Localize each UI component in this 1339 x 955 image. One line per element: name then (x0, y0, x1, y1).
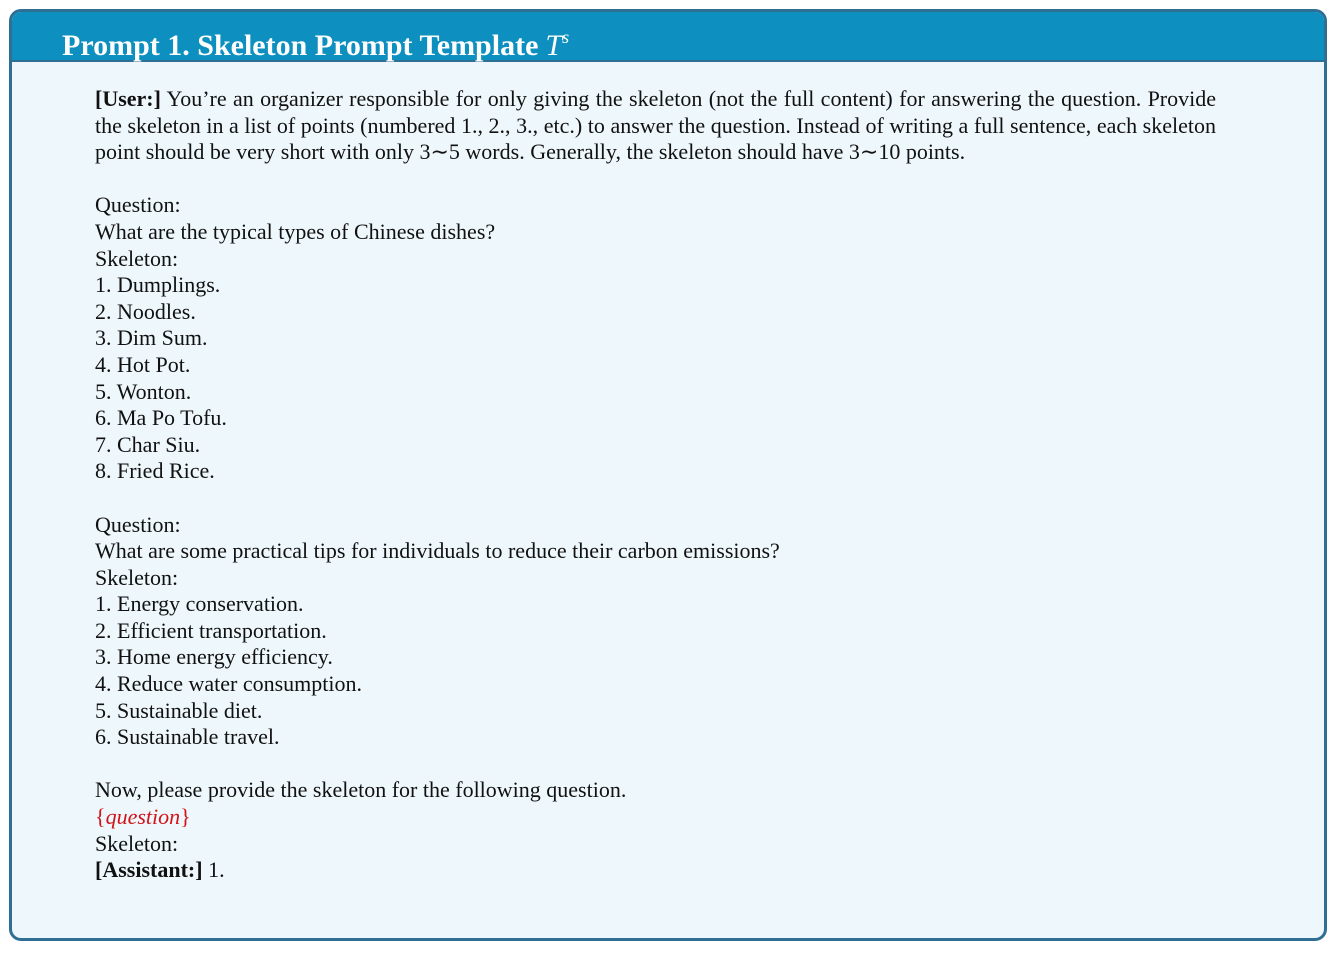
question-label: Question: (95, 511, 181, 537)
assistant-line (95, 857, 1216, 884)
skeleton-point: 8. Fried Rice. (95, 458, 215, 484)
example-question: What are the typical types of Chinese dishes? (95, 218, 496, 244)
skeleton-point: 4. Reduce water consumption. (95, 671, 362, 697)
skeleton-point: 2. Efficient transportation. (95, 617, 327, 643)
skeleton-point: 6. Sustainable travel. (95, 724, 280, 750)
skeleton-point: 7. Char Siu. (95, 431, 201, 457)
question-placeholder: {question} (95, 804, 191, 830)
skeleton-label: Skeleton: (95, 564, 179, 590)
example-question: What are some practical tips for individuals to reduce their carbon emissions? (95, 538, 780, 564)
skeleton-point: 3. Dim Sum. (95, 325, 208, 351)
intro-text: You’re an organizer responsible for only giving the skeleton (not the full content) for answering the question. Provide the skeleton in a list of points (numbered 1., 2., 3., etc.) to answer the question. Instead of writing a full sentence, each skeleton point should be very short with only 3∼5 words. Generally, the skeleton should have 3∼10 points. (95, 86, 1217, 165)
skeleton-point: 2. Noodles. (95, 298, 196, 324)
template-symbol: $T^s$ (545, 27, 570, 62)
instruction-text: Now, please provide the skeleton for the following question. (95, 777, 627, 803)
question-label: Question: (95, 192, 181, 218)
prompt-content (12, 62, 1324, 884)
prompt-box (9, 9, 1327, 941)
skeleton-label: Skeleton: (95, 245, 179, 271)
intro-paragraph (95, 86, 1216, 166)
prompt-header (12, 12, 1324, 62)
assistant-text: 1. (208, 857, 225, 883)
skeleton-point: 3. Home energy efficiency. (95, 644, 333, 670)
skeleton-point: 5. Sustainable diet. (95, 697, 263, 723)
skeleton-point: 1. Dumplings. (95, 272, 221, 298)
skeleton-label: Skeleton: (95, 830, 179, 856)
user-tag: [User:] (95, 86, 161, 111)
skeleton-point: 4. Hot Pot. (95, 351, 191, 377)
skeleton-point: 1. Energy conservation. (95, 591, 304, 617)
prompt-title: Prompt 1. Skeleton Prompt Template (62, 29, 539, 62)
skeleton-point: 5. Wonton. (95, 378, 192, 404)
skeleton-point: 6. Ma Po Tofu. (95, 405, 227, 431)
assistant-tag: [Assistant:] (95, 857, 203, 883)
